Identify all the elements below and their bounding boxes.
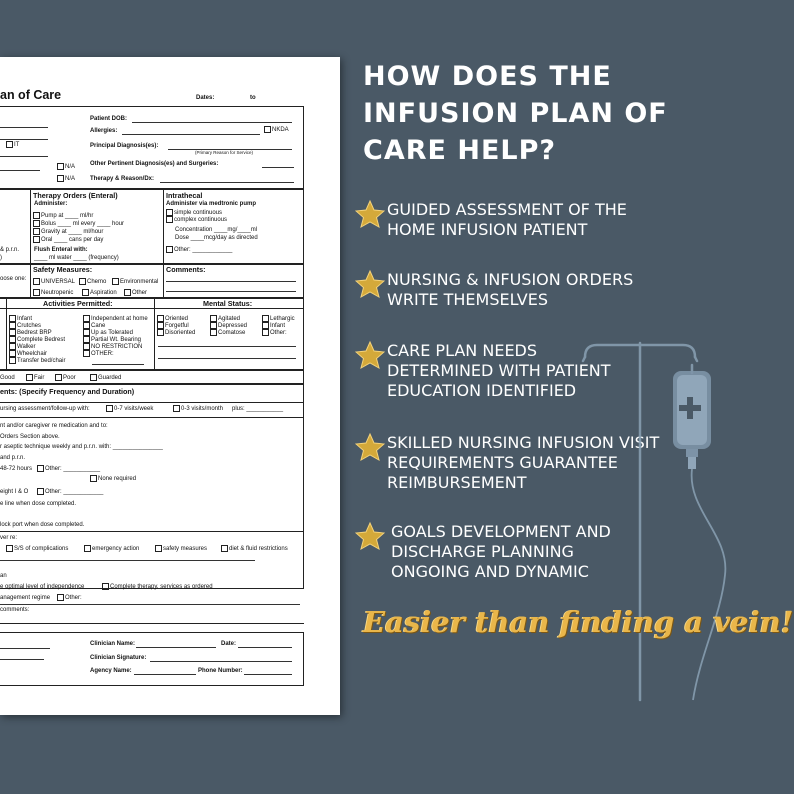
management-regime-text: anagement regime: [0, 595, 51, 601]
activity-infant[interactable]: Infant: [9, 315, 32, 322]
activity-cane[interactable]: Cane: [83, 322, 105, 329]
concentration-field: Concentration ____mg/____ml: [175, 227, 258, 233]
activity-other[interactable]: OTHER:: [83, 350, 114, 357]
dates-label: Dates:: [196, 95, 215, 101]
nursing-followup-label: ursing assessment/follow-up with:: [0, 406, 90, 412]
activities-permitted-heading: Activities Permitted:: [43, 299, 113, 308]
iv-pole-icon: [575, 335, 755, 705]
date-label: Date:: [221, 641, 237, 647]
optimal-independence-text: e optimal level of independence: [0, 584, 85, 590]
mental-comatose[interactable]: Comatose: [210, 329, 245, 336]
an-fragment: an: [0, 573, 7, 579]
clinician-signature-label: Clinician Signature:: [90, 655, 147, 661]
gravity-checkbox[interactable]: Gravity at ____ ml/hour: [33, 228, 103, 235]
universal-checkbox[interactable]: UNIVERSAL: [33, 278, 75, 285]
paren-fragment: ): [0, 255, 2, 261]
administer-medtronic-label: Administer via medtronic pump: [166, 201, 257, 207]
caregiver-medication-text: nt and/or caregiver re medication and to:: [0, 423, 108, 429]
other-hours-checkbox[interactable]: Other: ___________: [37, 465, 100, 472]
comments-heading: Comments:: [166, 265, 206, 274]
and-prn-text: and p.r.n.: [0, 455, 26, 461]
activity-independent-at-home[interactable]: Independent at home: [83, 315, 148, 322]
other-goals-checkbox[interactable]: Other:: [57, 594, 82, 601]
complex-continuous-checkbox[interactable]: complex continuous: [166, 216, 227, 223]
treatments-box: [0, 383, 304, 589]
gold-star-icon: [355, 340, 385, 370]
gold-star-icon: [355, 199, 385, 229]
aspiration-checkbox[interactable]: Aspiration: [82, 289, 117, 296]
form-title: an of Care: [0, 88, 62, 102]
safety-measures-checkbox[interactable]: safety measures: [155, 545, 207, 552]
prognosis-good: Good: [0, 375, 15, 381]
to-label: to: [250, 95, 256, 101]
mental-infant[interactable]: Infant: [262, 322, 285, 329]
safety-measures-heading: Safety Measures:: [33, 265, 93, 274]
signature-box: [0, 632, 304, 686]
it-checkbox[interactable]: IT: [6, 141, 19, 148]
activity-crutches[interactable]: Crutches: [9, 322, 41, 329]
prognosis-poor[interactable]: Poor: [55, 374, 76, 381]
diet-fluid-checkbox[interactable]: diet & fluid restrictions: [221, 545, 288, 552]
chemo-checkbox[interactable]: Chemo: [79, 278, 106, 285]
caregiver-re-text: ver re:: [0, 535, 18, 541]
complete-therapy-checkbox[interactable]: Complete therapy, services as ordered: [102, 583, 213, 590]
sx-complications-checkbox[interactable]: S/S of complications: [6, 545, 68, 552]
therapy-reason-label: Therapy & Reason/Dx:: [90, 176, 155, 182]
activity-transfer-bed-chair[interactable]: Transfer bed/chair: [9, 357, 65, 364]
dose-field: Dose ____mcg/day as directed: [175, 235, 258, 241]
comments-fragment: comments:: [0, 607, 30, 613]
mental-other[interactable]: Other:: [262, 329, 287, 336]
mental-disoriented[interactable]: Disoriented: [157, 329, 195, 336]
tagline: Easier than finding a vein!: [363, 605, 794, 639]
activity-walker[interactable]: Walker: [9, 343, 35, 350]
bolus-checkbox[interactable]: Bolus ____ ml every ____ hour: [33, 220, 124, 227]
headline: HOW DOES THE INFUSION PLAN OF CARE HELP?: [363, 61, 668, 166]
activity-bedrest-brp[interactable]: Bedrest BRP: [9, 329, 52, 336]
activity-no-restriction[interactable]: NO RESTRICTION: [83, 343, 142, 350]
emergency-action-checkbox[interactable]: emergency action: [84, 545, 139, 552]
agency-name-label: Agency Name:: [90, 668, 132, 674]
prn-fragment: & p.r.n.: [0, 247, 20, 253]
patient-dob-label: Patient DOB:: [90, 116, 128, 122]
prognosis-guarded[interactable]: Guarded: [90, 374, 121, 381]
neutropenic-checkbox[interactable]: Neutropenic: [33, 289, 73, 296]
activity-complete-bedrest[interactable]: Complete Bedrest: [9, 336, 65, 343]
other-pertinent-label: Other Pertinent Diagnosis(es) and Surgeries:: [90, 161, 219, 167]
na-checkbox-2[interactable]: N/A: [57, 175, 75, 182]
principal-diagnosis-label: Principal Diagnosis(es):: [90, 143, 159, 149]
mental-agitated[interactable]: Agitated: [210, 315, 240, 322]
nkda-checkbox[interactable]: NKDA: [264, 126, 289, 133]
environmental-checkbox[interactable]: Environmental: [112, 278, 158, 285]
clinician-name-label: Clinician Name:: [90, 641, 136, 647]
ml-water-field: ____ ml water ____ (frequency): [34, 255, 119, 261]
allergies-label: Allergies:: [90, 128, 118, 134]
flush-enteral-label: Flush Enteral with:: [34, 247, 88, 253]
other-intrathecal-checkbox[interactable]: Other: ____________: [166, 246, 232, 253]
treatments-heading: ents: (Specify Frequency and Duration): [0, 387, 135, 396]
aseptic-technique-text: r aseptic technique weekly and p.r.n. with: _______________: [0, 444, 163, 450]
visits-0-3-checkbox[interactable]: 0-3 visits/month: [173, 405, 223, 412]
gold-star-icon: [355, 432, 385, 462]
administer-label: Administer:: [34, 201, 68, 207]
gold-star-icon: [355, 521, 385, 551]
visits-0-7-checkbox[interactable]: 0-7 visits/week: [106, 405, 153, 412]
activity-wheelchair[interactable]: Wheelchair: [9, 350, 47, 357]
therapy-orders-enteral-heading: Therapy Orders (Enteral): [33, 191, 118, 200]
mental-depressed[interactable]: Depressed: [210, 322, 247, 329]
hours-48-72-text: 48-72 hours: [0, 466, 33, 472]
gold-star-icon: [355, 269, 385, 299]
activity-up-as-tolerated[interactable]: Up as Tolerated: [83, 329, 133, 336]
mental-oriented[interactable]: Oriented: [157, 315, 188, 322]
care-plan-form-page: [0, 57, 340, 715]
other-safety-checkbox[interactable]: Other: [124, 289, 147, 296]
pump-at-checkbox[interactable]: Pump at ____ ml/hr: [33, 212, 93, 219]
other-weight-checkbox[interactable]: Other: ____________: [37, 488, 103, 495]
mental-lethargic[interactable]: Lethargic: [262, 315, 295, 322]
primary-reason-note: (Primary Reason for Service): [195, 150, 254, 155]
line-when-dose-text: e line when dose completed.: [0, 501, 77, 507]
na-checkbox-1[interactable]: N/A: [57, 163, 75, 170]
orders-section-text: Orders Section above.: [0, 434, 60, 440]
intrathecal-heading: Intrathecal: [166, 191, 203, 200]
simple-continuous-checkbox[interactable]: simple continuous: [166, 209, 222, 216]
choose-one-label: oose one:: [0, 276, 27, 282]
phone-number-label: Phone Number:: [198, 668, 243, 674]
prognosis-fair[interactable]: Fair: [26, 374, 44, 381]
none-required-checkbox[interactable]: None required: [90, 475, 136, 482]
weight-io-text: eight I & O: [0, 489, 29, 495]
mental-status-heading: Mental Status:: [203, 299, 253, 308]
plus-field: plus: ___________: [232, 406, 284, 412]
mental-forgetful[interactable]: Forgetful: [157, 322, 189, 329]
lock-port-text: lock port when dose completed.: [0, 522, 85, 528]
activity-partial-wt-bearing[interactable]: Partial Wt. Bearing: [83, 336, 141, 343]
oral-checkbox[interactable]: Oral ____ cans per day: [33, 236, 103, 243]
